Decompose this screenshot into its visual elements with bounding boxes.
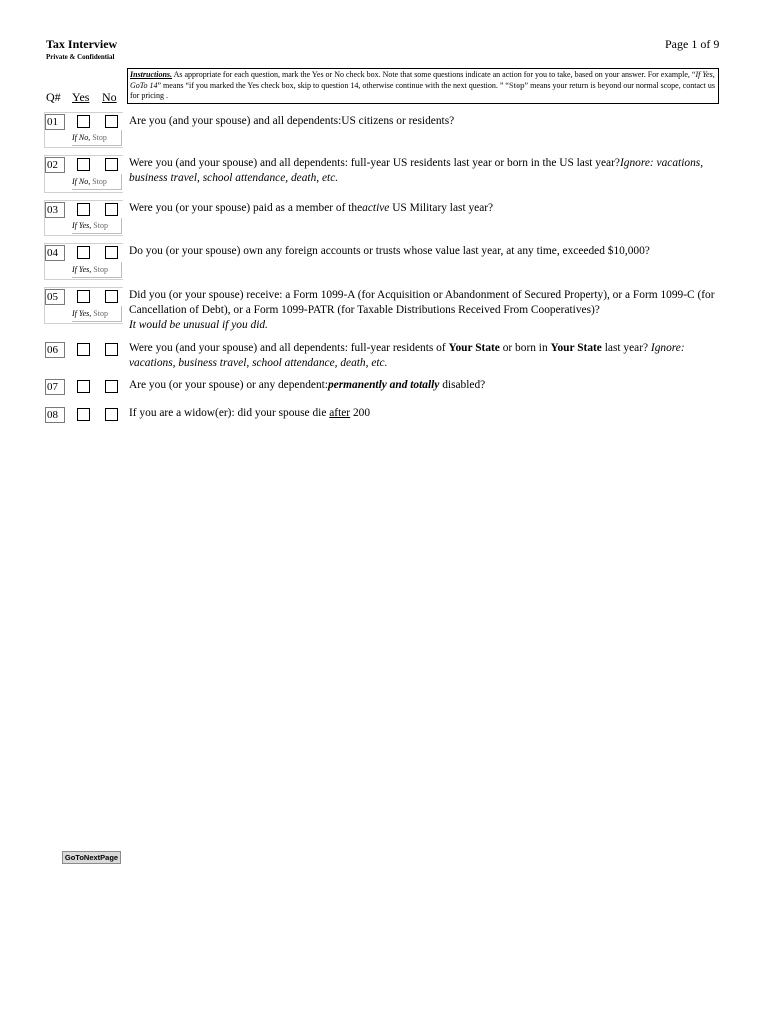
question-emphasis: permanently and totally <box>327 379 440 391</box>
no-checkbox[interactable] <box>105 343 118 356</box>
no-checkbox[interactable] <box>105 380 118 393</box>
skip-action: Stop <box>92 177 107 186</box>
question-number: 06 <box>45 342 65 358</box>
skip-instruction <box>72 262 122 278</box>
skip-condition: If Yes, <box>72 265 92 274</box>
question-text-end: disabled? <box>439 379 486 391</box>
yes-checkbox[interactable] <box>77 343 90 356</box>
form-subtitle: Private & Confidential <box>46 53 115 61</box>
form-title: Tax Interview <box>46 37 118 51</box>
skip-instruction <box>72 306 122 322</box>
question-emphasis: after <box>329 407 351 419</box>
page-number: Page 1 of 9 <box>665 37 720 51</box>
question-text-main: If you are a widow(er): did your spouse die <box>129 407 330 419</box>
question-text-mid: or born in <box>499 342 551 354</box>
skip-condition: If Yes, <box>72 221 92 230</box>
instructions-example: If Yes, GoTo 14 <box>130 70 715 90</box>
question-number: 08 <box>45 407 65 423</box>
column-header-no: No <box>102 90 117 104</box>
no-checkbox[interactable] <box>105 290 118 303</box>
question-emphasis: Your State <box>448 342 500 354</box>
yes-checkbox[interactable] <box>77 290 90 303</box>
instructions-text-1: As appropriate for each question, mark the Yes or No check box. Note that some questions indicate an action for you to take, based on your answer. For example, “ <box>172 70 696 79</box>
no-checkbox[interactable] <box>105 246 118 259</box>
yes-checkbox[interactable] <box>77 203 90 216</box>
question-number: 03 <box>45 202 65 218</box>
instructions-text-2: ” means “if you marked the Yes check box, skip to question 14, otherwise continue with the next question. ” “ <box>157 80 509 90</box>
column-header-q: Q# <box>46 90 61 104</box>
no-checkbox[interactable] <box>105 158 118 171</box>
question-text <box>129 341 724 371</box>
question-text <box>129 288 724 333</box>
question-number: 02 <box>45 157 65 173</box>
question-text <box>129 406 724 421</box>
question-text: Do you (or your spouse) own any foreign accounts or trusts whose value last year, at any time, exceeded $10,000? <box>129 245 650 257</box>
yes-checkbox[interactable] <box>77 158 90 171</box>
go-to-next-page-button[interactable]: GoToNextPage <box>62 851 121 864</box>
skip-instruction <box>72 130 122 146</box>
instructions-label: Instructions. <box>130 70 173 79</box>
column-header-yes: Yes <box>72 90 90 104</box>
question-emphasis: Your State <box>550 342 602 354</box>
question-text-main: Are you (or your spouse) or any dependent: <box>129 379 328 391</box>
skip-action: Stop <box>93 309 108 318</box>
question-note: Ignore: vacations, business travel, school attendance, death, etc. <box>129 157 704 184</box>
question-text <box>129 201 724 216</box>
instructions-stop: Stop <box>508 80 525 90</box>
question-emphasis: active <box>362 202 390 214</box>
question-text-main: Were you (or your spouse) paid as a member of the <box>129 202 363 214</box>
yes-checkbox[interactable] <box>77 115 90 128</box>
question-text-main: Were you (and your spouse) and all dependents: full-year residents of <box>129 342 449 354</box>
skip-condition: If No, <box>72 133 91 142</box>
no-checkbox[interactable] <box>105 203 118 216</box>
question-text-main: Did you (or your spouse) receive: a Form 1099-A (for Acquisition or Abandonment of Secured Property), or a Form 1099-C (for Cancellation of Debt), or a Form 1099-PATR (for Taxable Distributions Received From Cooperatives)? <box>129 289 715 316</box>
skip-condition: If Yes, <box>72 309 92 318</box>
no-checkbox[interactable] <box>105 115 118 128</box>
no-checkbox[interactable] <box>105 408 118 421</box>
skip-action: Stop <box>93 265 108 274</box>
question-number: 01 <box>45 114 65 130</box>
instructions-box <box>127 68 719 104</box>
question-text <box>129 378 724 393</box>
skip-instruction <box>72 218 122 234</box>
skip-action: Stop <box>92 133 107 142</box>
question-text: Are you (and your spouse) and all dependents:US citizens or residents? <box>129 115 455 127</box>
question-text-end: 200 <box>350 407 371 419</box>
instructions-text-3: ” means your return is beyond our normal scope, contact us for pricing . <box>130 80 715 100</box>
question-note: Ignore: vacations, business travel, school attendance, death, etc. <box>129 342 685 369</box>
skip-instruction <box>72 174 122 190</box>
yes-checkbox[interactable] <box>77 246 90 259</box>
question-note: It would be unusual if you did. <box>129 319 268 331</box>
question-number: 04 <box>45 245 65 261</box>
yes-checkbox[interactable] <box>77 408 90 421</box>
skip-action: Stop <box>93 221 108 230</box>
question-text-end: US Military last year? <box>389 202 494 214</box>
question-text <box>129 156 724 186</box>
question-number: 05 <box>45 289 65 305</box>
question-text-end: last year? <box>601 342 649 354</box>
skip-condition: If No, <box>72 177 91 186</box>
question-text-main: Were you (and your spouse) and all dependents: full-year US residents last year or born in the US last year? <box>129 157 620 169</box>
question-number: 07 <box>45 379 65 395</box>
yes-checkbox[interactable] <box>77 380 90 393</box>
